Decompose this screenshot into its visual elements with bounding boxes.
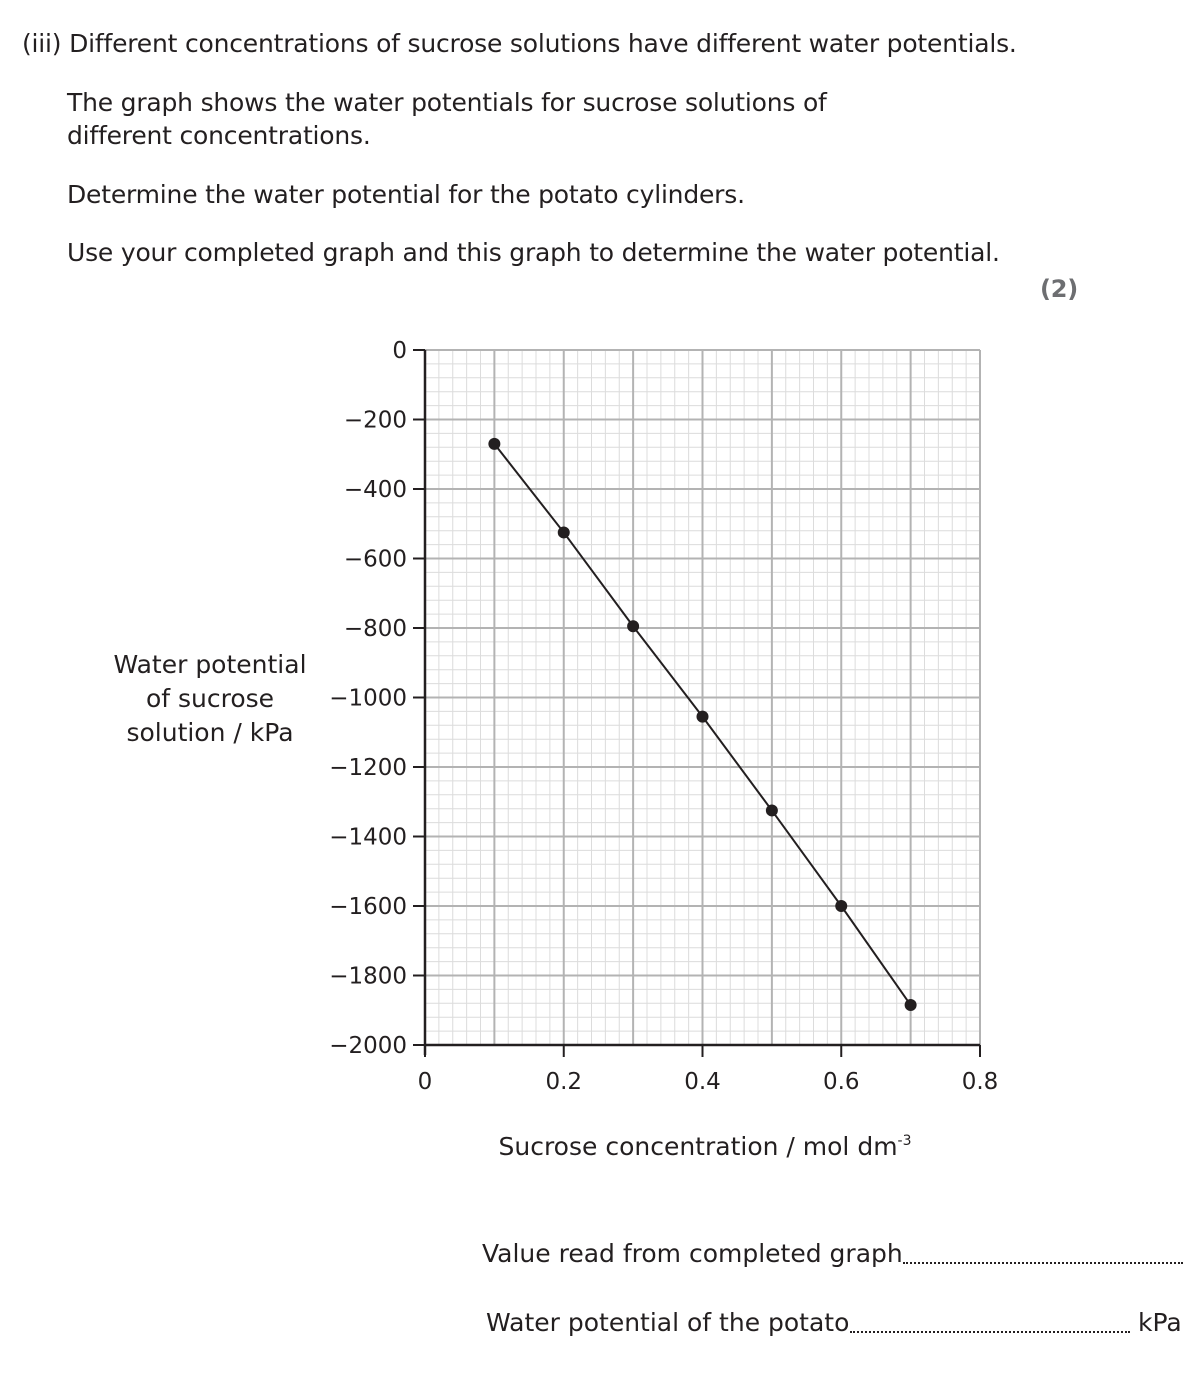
- x-tick-label: 0.4: [684, 1069, 721, 1095]
- data-point: [835, 900, 847, 912]
- y-tick-label: −1400: [329, 824, 407, 851]
- tick-marks: [413, 350, 980, 1057]
- y-tick-label: 0: [392, 338, 407, 364]
- data-point: [697, 711, 709, 723]
- intro-text-line-2: different concentrations.: [67, 121, 371, 150]
- answer-label-potato: Water potential of the potato: [486, 1308, 850, 1337]
- x-tick-label: 0.2: [545, 1069, 583, 1095]
- answer-line-completed-graph[interactable]: [903, 1262, 1183, 1264]
- y-tick-label: −200: [343, 407, 407, 434]
- x-axis-label: [440, 1124, 970, 1164]
- instruction-line-1: Determine the water potential for the potato cylinders.: [67, 180, 745, 209]
- y-tick-label: −1600: [329, 894, 407, 920]
- question-part-label: (iii) Different concentrations of sucrose solutions have different water potentials.: [22, 29, 1017, 58]
- y-axis-label-line-2: of sucrose: [145, 684, 275, 713]
- instruction-line-2: Use your completed graph and this graph to determine the water potential.: [67, 238, 1000, 267]
- x-tick-labels: [418, 1069, 999, 1095]
- y-tick-label: −600: [343, 546, 407, 573]
- intro-text-line-1: The graph shows the water potentials for sucrose solutions of: [67, 88, 827, 117]
- x-tick-label: 0.8: [961, 1069, 999, 1095]
- x-axis-label-text: Sucrose concentration / mol dm: [498, 1132, 898, 1161]
- data-point: [766, 804, 778, 816]
- y-tick-label: −1800: [329, 963, 407, 990]
- y-tick-labels: [329, 338, 407, 1059]
- y-axis-label-line-1: Water potential: [113, 650, 307, 679]
- y-tick-label: −1000: [329, 685, 407, 712]
- data-point: [558, 526, 570, 538]
- y-tick-label: −400: [343, 477, 407, 503]
- y-tick-label: −2000: [329, 1033, 407, 1059]
- y-axis-label-line-3: solution / kPa: [126, 718, 294, 747]
- answer-line-potato[interactable]: [850, 1331, 1130, 1333]
- answer-label-completed-graph: Value read from completed graph: [482, 1239, 903, 1268]
- x-tick-label: 0: [417, 1069, 433, 1095]
- x-axis-label-superscript: -3: [897, 1133, 912, 1149]
- y-tick-label: −1200: [329, 755, 407, 781]
- x-tick-label: 0.6: [822, 1069, 860, 1095]
- y-tick-label: −800: [343, 616, 407, 642]
- data-point: [488, 438, 500, 450]
- marks-indicator: (2): [1040, 275, 1079, 303]
- data-point: [905, 999, 917, 1011]
- data-point: [627, 620, 639, 632]
- unit-label: kPa: [1138, 1308, 1182, 1337]
